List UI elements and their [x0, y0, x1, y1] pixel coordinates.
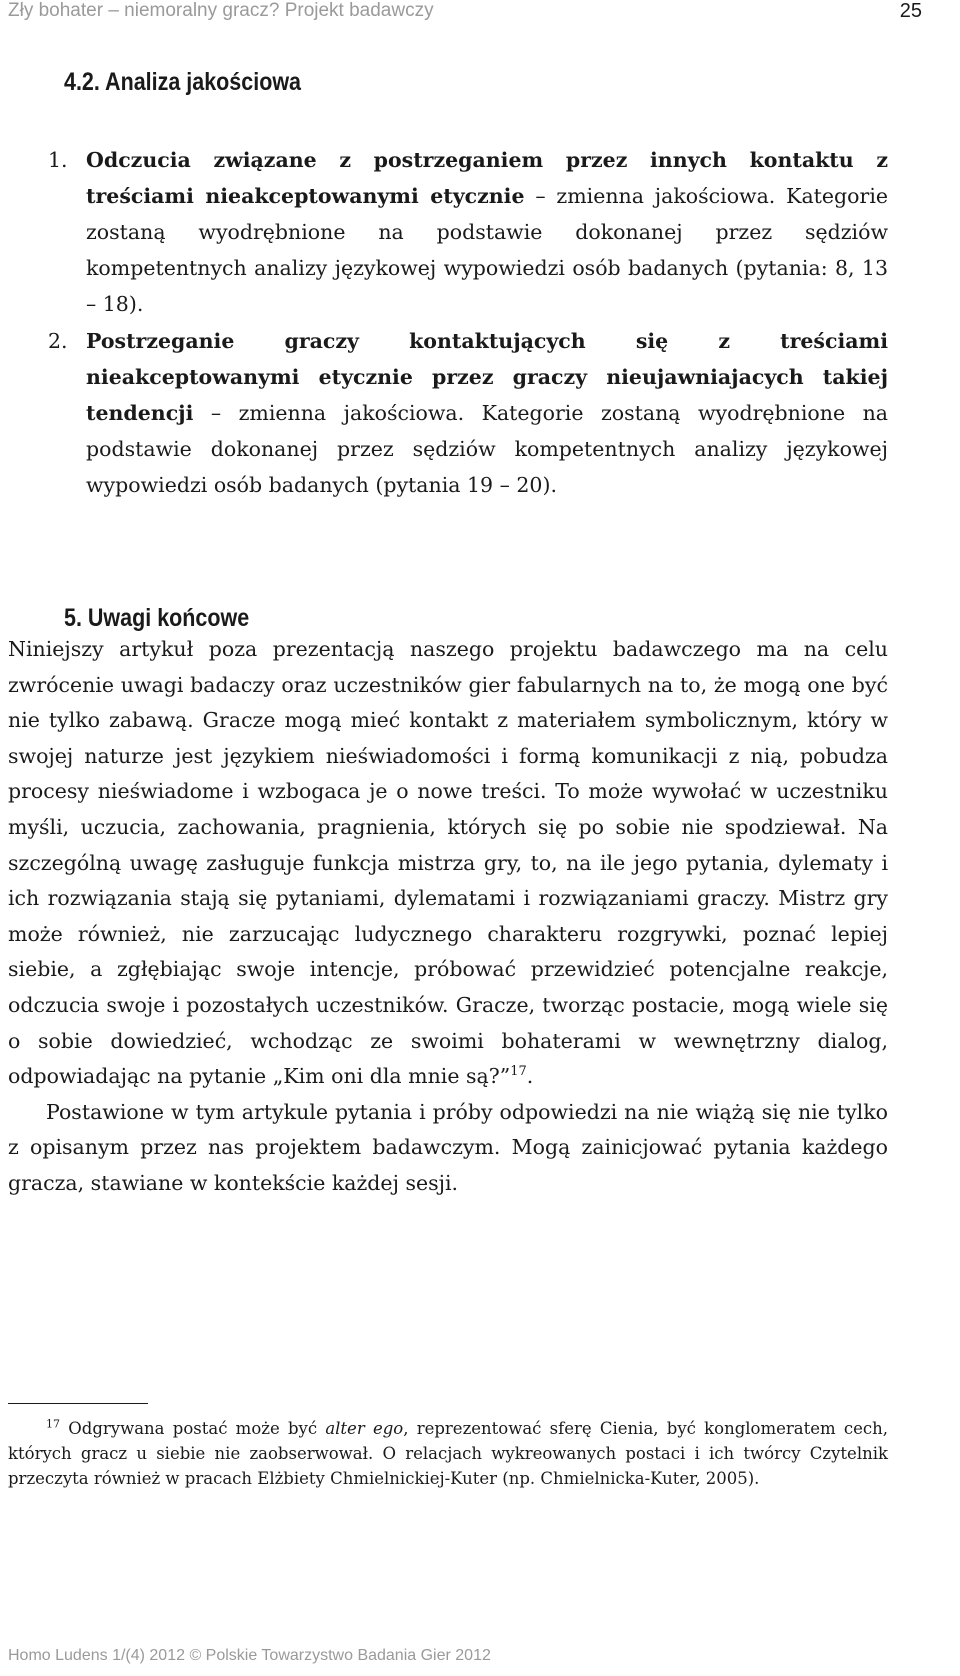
- variables-list: [8, 142, 888, 503]
- running-header-title: Zły bohater – niemoralny gracz? Projekt badawczy: [8, 0, 434, 21]
- concluding-remarks: [8, 632, 888, 1202]
- footnote: [8, 1416, 888, 1491]
- footnote-text-after: , reprezentować sferę Cienia, być konglomeratem cech, których gracz u siebie nie zaobserwował. O relacjach wykreowanych postaci i ich twórcy Czytelnik przeczyta również w pracach Elżbiety Chmielnickiej-Kuter (np. Chmielnicka-Kuter, 2005).: [8, 1419, 888, 1488]
- list-item: [8, 142, 888, 322]
- list-item-number: 1.: [48, 148, 68, 172]
- page-number: 25: [899, 0, 922, 22]
- footnote-divider: [8, 1403, 148, 1404]
- list-item: [8, 323, 888, 503]
- section-heading-5: 5. Uwagi końcowe: [64, 604, 250, 632]
- list-item-title: Odczucia związane z postrzeganiem przez innych kontaktu z treściami nieakceptowanymi etycznie: [86, 148, 888, 208]
- list-item-text: – zmienna jakościowa. Kategorie zostaną wyodrębnione na podstawie dokonanej przez sędziów kompetentnych analizy językowej wypowiedzi osób badanych (pytania 19 – 20).: [86, 401, 888, 497]
- running-header: [0, 0, 960, 30]
- list-item-text: – zmienna jakościowa. Kategorie zostaną wyodrębnione na podstawie dokonanej przez sędziów kompetentnych analizy językowej wypowiedzi osób badanych (pytania: 8, 13 – 18).: [86, 184, 889, 316]
- running-footer: Homo Ludens 1/(4) 2012 © Polskie Towarzystwo Badania Gier 2012: [8, 1647, 491, 1664]
- paragraph-text: Niniejszy artykuł poza prezentacją naszego projektu badawczego ma na celu zwrócenie uwagi badaczy oraz uczestników gier fabularnych na to, że mogą one być nie tylko zabawą. Gracze mogą mieć kontakt z materiałem symbolicznym, który w swojej naturze jest językiem nieświadomości i formą komunikacji z nią, pobudza procesy nieświadome i wzbogaca je o nowe treści. To może wywołać w uczestniku myśli, uczucia, zachowania, pragnienia, których się po sobie nie spodziewał. Na szczególną uwagę zasługuje funkcja mistrza gry, to, na ile jego pytania, dylematy i ich rozwiązania stają się pytaniami, dylematami i rozwiązaniami graczy. Mistrz gry może również, nie zarzucając ludycznego charakteru rozgrywki, poznać lepiej siebie, a zgłębiając swoje intencje, próbować przewidzieć potencjalne reakcje, odczucia swoje i pozostałych uczestników. Gracze, tworząc postacie, mogą wiele się o sobie dowiedzieć, wchodząc ze swoimi bohaterami w wewnętrzny dialog, odpowiadając na pytanie „Kim oni dla mnie są?”: [8, 637, 888, 1089]
- list-item-number: 2.: [48, 329, 68, 353]
- footnote-text-before: Odgrywana postać może być: [60, 1419, 326, 1438]
- paragraph: Postawione w tym artykule pytania i próby odpowiedzi na nie wiążą się nie tylko z opisanym przez nas projektem badawczym. Mogą zainicjować pytania każdego gracza, stawiane w kontekście każdej sesji.: [8, 1099, 888, 1195]
- paragraph-end: .: [526, 1064, 534, 1089]
- footnote-italic: alter ego: [325, 1419, 404, 1438]
- paragraph: [8, 632, 888, 1095]
- footnote-reference[interactable]: 17: [510, 1064, 527, 1080]
- footnote-number: 17: [46, 1417, 60, 1431]
- list-item-title: Postrzeganie graczy kontaktujących się z treściami nieakceptowanymi etycznie przez graczy nieujawniajacych takiej tendencji: [86, 329, 888, 425]
- section-heading-4-2: 4.2. Analiza jakościowa: [64, 68, 302, 96]
